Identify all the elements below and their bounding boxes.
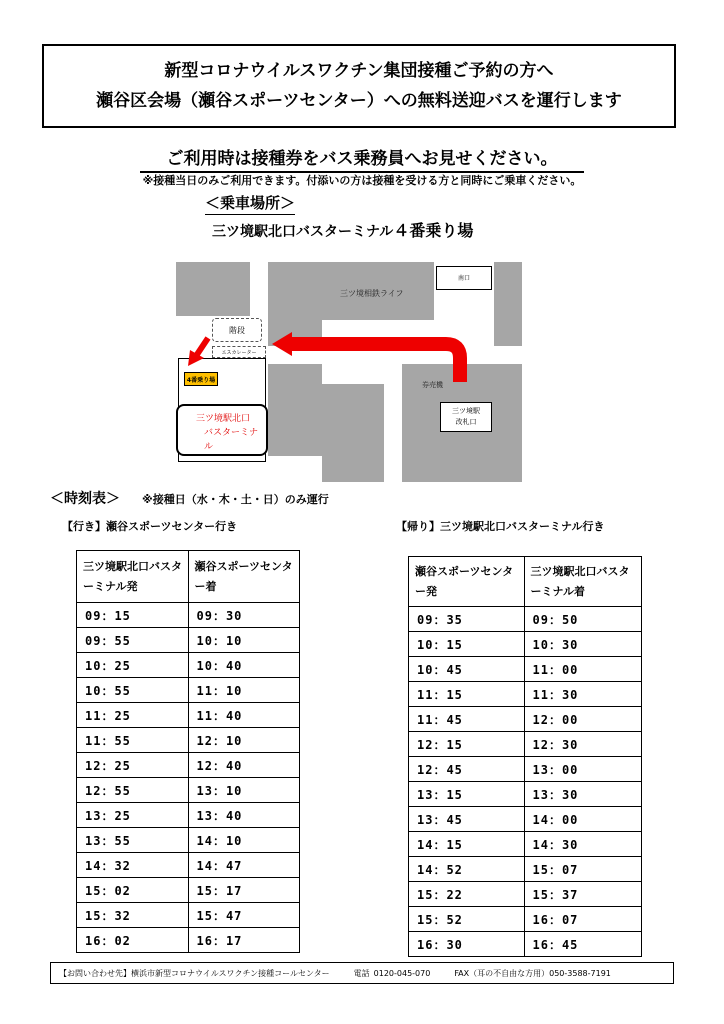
inbound-col-departure: 瀬谷スポーツセンター発 bbox=[409, 557, 525, 607]
arrival-time: 10：40 bbox=[188, 653, 300, 678]
map-stairs: 階段 bbox=[212, 318, 262, 342]
map-escalator: エスカレーター bbox=[212, 346, 266, 358]
table-row bbox=[409, 907, 642, 932]
table-row bbox=[77, 603, 300, 628]
departure-time: 11：55 bbox=[77, 728, 189, 753]
arrival-time: 11：10 bbox=[188, 678, 300, 703]
footer-phone-label: 電話 bbox=[353, 968, 370, 978]
departure-time: 11：15 bbox=[409, 682, 525, 707]
departure-time: 15：22 bbox=[409, 882, 525, 907]
arrival-time: 11：00 bbox=[524, 657, 642, 682]
outbound-col-arrival: 瀬谷スポーツセンター着 bbox=[188, 551, 300, 603]
footer-fax: FAX（耳の不自由な方用）050-3588-7191 bbox=[454, 968, 611, 978]
arrival-time: 12：10 bbox=[188, 728, 300, 753]
arrival-time: 14：00 bbox=[524, 807, 642, 832]
table-row bbox=[77, 753, 300, 778]
map-terminal-line2: バスターミナル bbox=[204, 428, 259, 452]
table-row bbox=[77, 903, 300, 928]
arrival-time: 14：47 bbox=[188, 853, 300, 878]
arrival-time: 12：00 bbox=[524, 707, 642, 732]
arrival-time: 11：30 bbox=[524, 682, 642, 707]
arrival-time: 16：07 bbox=[524, 907, 642, 932]
map-ticket-machine-label: 券売機 bbox=[422, 381, 443, 389]
arrival-time: 13：30 bbox=[524, 782, 642, 807]
departure-time: 13：45 bbox=[409, 807, 525, 832]
timetable-note: ※接種日（水・木・土・日）のみ運行 bbox=[142, 493, 329, 506]
departure-time: 09：55 bbox=[77, 628, 189, 653]
inbound-timetable bbox=[408, 556, 642, 957]
header-title-line2: 瀬谷区会場（瀬谷スポーツセンター）への無料送迎バスを運行します bbox=[96, 91, 622, 111]
arrival-time: 16：17 bbox=[188, 928, 300, 953]
departure-time: 09：35 bbox=[409, 607, 525, 632]
notice-sub: ※接種当日のみご利用できます。付添いの方は接種を受ける方と同時にご乗車ください。 bbox=[142, 174, 582, 187]
departure-time: 14：15 bbox=[409, 832, 525, 857]
station-map bbox=[176, 262, 522, 486]
arrival-time: 13：10 bbox=[188, 778, 300, 803]
departure-time: 15：52 bbox=[409, 907, 525, 932]
inbound-col-arrival: 三ツ境駅北口バスターミナル着 bbox=[524, 557, 642, 607]
arrival-time: 13：00 bbox=[524, 757, 642, 782]
table-row bbox=[409, 857, 642, 882]
boarding-place-platform: ４番乗り場 bbox=[393, 221, 474, 240]
arrival-time: 12：40 bbox=[188, 753, 300, 778]
departure-time: 11：45 bbox=[409, 707, 525, 732]
outbound-timetable bbox=[76, 550, 300, 953]
table-row bbox=[409, 882, 642, 907]
departure-time: 12：55 bbox=[77, 778, 189, 803]
arrival-time: 14：30 bbox=[524, 832, 642, 857]
boarding-place bbox=[212, 218, 473, 241]
route-arrow-icon bbox=[176, 262, 522, 486]
table-row bbox=[77, 853, 300, 878]
arrival-time: 09：50 bbox=[524, 607, 642, 632]
departure-time: 10：45 bbox=[409, 657, 525, 682]
departure-time: 10：25 bbox=[77, 653, 189, 678]
header-box bbox=[42, 44, 676, 128]
departure-time: 13：55 bbox=[77, 828, 189, 853]
arrival-time: 10：30 bbox=[524, 632, 642, 657]
arrival-time: 15：47 bbox=[188, 903, 300, 928]
map-gate-line2: 改札口 bbox=[455, 418, 477, 426]
header-title-line1: 新型コロナウイルスワクチン集団接種ご予約の方へ bbox=[164, 61, 554, 81]
table-row bbox=[77, 803, 300, 828]
arrival-time: 11：40 bbox=[188, 703, 300, 728]
notice-main: ご利用時は接種券をバス乗務員へお見せください。 bbox=[140, 144, 584, 173]
map-terminal-line1: 三ツ境駅北口 bbox=[196, 414, 251, 424]
table-row bbox=[409, 607, 642, 632]
departure-time: 11：25 bbox=[77, 703, 189, 728]
departure-time: 10：15 bbox=[409, 632, 525, 657]
footer-phone: 0120-045-070 bbox=[373, 968, 431, 978]
departure-time: 12：45 bbox=[409, 757, 525, 782]
arrival-time: 15：17 bbox=[188, 878, 300, 903]
outbound-heading: 【行き】瀬谷スポーツセンター行き bbox=[62, 520, 238, 533]
table-row bbox=[409, 682, 642, 707]
footer-contact bbox=[50, 962, 674, 984]
arrival-time: 14：10 bbox=[188, 828, 300, 853]
table-row bbox=[409, 732, 642, 757]
arrival-time: 15：37 bbox=[524, 882, 642, 907]
table-row bbox=[409, 707, 642, 732]
departure-time: 14：52 bbox=[409, 857, 525, 882]
map-building-label: 三ツ境相鉄ライフ bbox=[340, 289, 404, 298]
departure-time: 15：32 bbox=[77, 903, 189, 928]
departure-time: 14：32 bbox=[77, 853, 189, 878]
departure-time: 09：15 bbox=[77, 603, 189, 628]
departure-time: 15：02 bbox=[77, 878, 189, 903]
departure-time: 13：15 bbox=[409, 782, 525, 807]
arrival-time: 16：45 bbox=[524, 932, 642, 957]
departure-time: 10：55 bbox=[77, 678, 189, 703]
map-stop-label: 4番乗り場 bbox=[184, 372, 218, 386]
footer-contact-label: 【お問い合わせ先】横浜市新型コロナウイルスワクチン接種コールセンター bbox=[59, 968, 330, 978]
table-row bbox=[409, 932, 642, 957]
table-row bbox=[77, 703, 300, 728]
table-row bbox=[77, 928, 300, 953]
table-row bbox=[409, 657, 642, 682]
table-row bbox=[409, 782, 642, 807]
departure-time: 16：30 bbox=[409, 932, 525, 957]
table-row bbox=[409, 757, 642, 782]
table-row bbox=[409, 832, 642, 857]
map-gate-line1: 三ツ境駅 bbox=[452, 407, 480, 415]
arrival-time: 12：30 bbox=[524, 732, 642, 757]
table-row bbox=[77, 678, 300, 703]
departure-time: 16：02 bbox=[77, 928, 189, 953]
inbound-heading: 【帰り】三ツ境駅北口バスターミナル行き bbox=[396, 520, 605, 533]
boarding-place-name: 三ツ境駅北口バスターミナル bbox=[212, 224, 394, 240]
outbound-col-departure: 三ツ境駅北口バスターミナル発 bbox=[77, 551, 189, 603]
table-row bbox=[77, 653, 300, 678]
map-south-exit: 南口 bbox=[436, 266, 492, 290]
boarding-heading: ＜乗車場所＞ bbox=[205, 192, 295, 215]
table-row bbox=[77, 878, 300, 903]
table-row bbox=[409, 807, 642, 832]
arrival-time: 15：07 bbox=[524, 857, 642, 882]
departure-time: 12：15 bbox=[409, 732, 525, 757]
table-row bbox=[77, 778, 300, 803]
table-row bbox=[77, 628, 300, 653]
timetable-title: ＜時刻表＞ bbox=[50, 491, 120, 507]
table-row bbox=[77, 828, 300, 853]
timetable-heading bbox=[50, 488, 329, 508]
table-row bbox=[77, 728, 300, 753]
arrival-time: 10：10 bbox=[188, 628, 300, 653]
table-row bbox=[409, 632, 642, 657]
arrival-time: 09：30 bbox=[188, 603, 300, 628]
departure-time: 12：25 bbox=[77, 753, 189, 778]
departure-time: 13：25 bbox=[77, 803, 189, 828]
arrival-time: 13：40 bbox=[188, 803, 300, 828]
